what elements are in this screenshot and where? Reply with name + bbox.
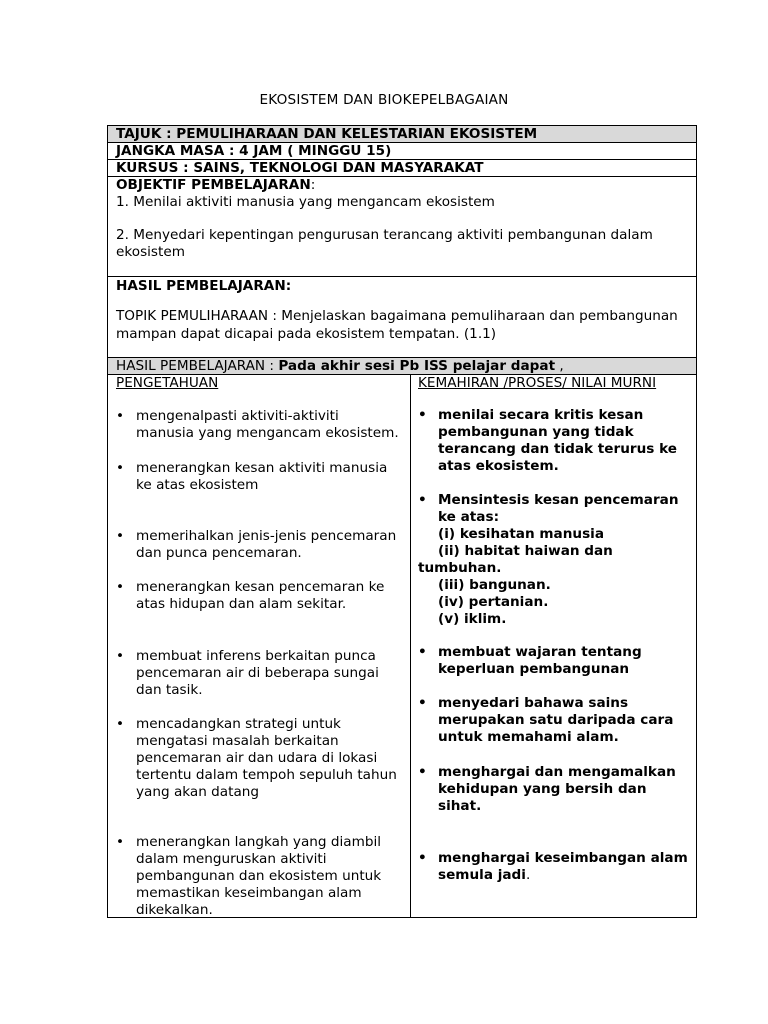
item-line: (iii) bangunan.	[438, 577, 551, 593]
hasil2-bold: Pada akhir sesi Pb ISS pelajar dapat	[278, 358, 556, 374]
bullet-icon: •	[418, 407, 427, 423]
two-column-table	[107, 374, 697, 918]
item-line: mengatasi masalah berkaitan	[136, 733, 339, 749]
bullet-icon: •	[418, 850, 427, 866]
hasil-heading: HASIL PEMBELAJARAN:	[116, 278, 292, 294]
item-line: mencadangkan strategi untuk	[136, 716, 341, 732]
item-line: menghargai keseimbangan alam	[438, 850, 688, 866]
bullet-icon: •	[116, 408, 125, 424]
item-line: atas hidupan dan alam sekitar.	[136, 596, 347, 612]
list-item	[116, 648, 402, 699]
item-line: (ii) habitat haiwan dan	[438, 543, 613, 559]
list-item	[418, 695, 694, 746]
item-line: ke atas:	[438, 509, 499, 525]
row-tajuk: TAJUK : PEMULIHARAAN DAN KELESTARIAN EKOSISTEM	[107, 125, 697, 142]
row-hasil-pembelajaran	[107, 276, 697, 357]
list-item	[116, 460, 402, 494]
item-line: memastikan keseimbangan alam	[136, 885, 362, 901]
list-item	[418, 764, 694, 815]
item-line: (i) kesihatan manusia	[438, 526, 605, 542]
item-line: menilai secara kritis kesan	[438, 407, 644, 423]
list-item	[418, 407, 694, 475]
item-line: Mensintesis kesan pencemaran	[438, 492, 679, 508]
item-line: tumbuhan.	[418, 560, 502, 576]
item-line: pencemaran air di beberapa sungai	[136, 665, 379, 681]
item-line: dan punca pencemaran.	[136, 545, 302, 561]
list-item	[116, 579, 402, 613]
item-line: menerangkan langkah yang diambil	[136, 834, 381, 850]
row-objektif	[107, 176, 697, 276]
bullet-icon: •	[116, 579, 125, 595]
item-line: dan tasik.	[136, 682, 203, 698]
topik-line-a: TOPIK PEMULIHARAAN : Menjelaskan bagaimana pemuliharaan dan pembangunan	[116, 308, 678, 324]
list-item	[418, 492, 694, 628]
bullet-icon: •	[116, 834, 125, 850]
item-line: menerangkan kesan aktiviti manusia	[136, 460, 388, 476]
item-line: menyedari bahawa sains	[438, 695, 629, 711]
item-line: dalam menguruskan aktiviti	[136, 851, 327, 867]
item-line: keperluan pembangunan	[438, 661, 630, 677]
header-pengetahuan: PENGETAHUAN	[116, 375, 219, 391]
item-line: (v) iklim.	[438, 611, 507, 627]
item-line: manusia yang mengancam ekosistem.	[136, 425, 399, 441]
item-line: ke atas ekosistem	[136, 477, 259, 493]
list-item	[116, 834, 402, 919]
item-line: kehidupan yang bersih dan	[438, 781, 647, 797]
item-line: terancang dan tidak terurus ke	[438, 441, 677, 457]
objektif-2b: ekosistem	[116, 244, 185, 260]
item-line: pencemaran air dan udara di lokasi	[136, 750, 378, 766]
item-line: membuat inferens berkaitan punca	[136, 648, 376, 664]
hasil2-suffix: ,	[555, 358, 564, 374]
objektif-colon: :	[310, 177, 316, 193]
list-item	[116, 716, 402, 801]
item-line: tertentu dalam tempoh sepuluh tahun	[136, 767, 397, 783]
item-line: atas ekosistem.	[438, 458, 559, 474]
list-item	[116, 528, 402, 562]
objektif-heading	[116, 177, 696, 194]
item-line: menerangkan kesan pencemaran ke	[136, 579, 385, 595]
row-jangka-masa: JANGKA MASA : 4 JAM ( MINGGU 15)	[107, 142, 697, 159]
item-line: sihat.	[438, 798, 482, 814]
bullet-icon: •	[418, 764, 427, 780]
row-kursus: KURSUS : SAINS, TEKNOLOGI DAN MASYARAKAT	[107, 159, 697, 176]
bullet-icon: •	[418, 644, 427, 660]
item-line: pembangunan yang tidak	[438, 424, 634, 440]
list-item	[418, 644, 694, 678]
item-line: merupakan satu daripada cara	[438, 712, 674, 728]
item-line: yang akan datang	[136, 784, 260, 800]
row-hasil-sesi	[107, 357, 697, 374]
column-divider	[410, 375, 411, 917]
item-line: untuk memahami alam.	[438, 729, 619, 745]
list-item	[116, 408, 402, 442]
item-line: membuat wajaran tentang	[438, 644, 642, 660]
item-line: memerihalkan jenis-jenis pencemaran	[136, 528, 397, 544]
item-line: mengenalpasti aktiviti-aktiviti	[136, 408, 339, 424]
topik-line-b: mampan dapat dicapai pada ekosistem tempatan. (1.1)	[116, 326, 497, 342]
list-item	[418, 850, 694, 884]
item-line: menghargai dan mengamalkan	[438, 764, 676, 780]
objektif-2a: 2. Menyedari kepentingan pengurusan terancang aktiviti pembangunan dalam	[116, 227, 653, 243]
item-line: semula jadi	[438, 867, 526, 883]
objektif-1: 1. Menilai aktiviti manusia yang mengancam ekosistem	[116, 194, 495, 210]
item-dot: .	[525, 867, 531, 883]
header-kemahiran: KEMAHIRAN /PROSES/ NILAI MURNI	[418, 375, 657, 391]
hasil2-prefix: HASIL PEMBELAJARAN :	[116, 358, 279, 374]
item-line: dikekalkan.	[136, 902, 213, 918]
document-title: EKOSISTEM DAN BIOKEPELBAGAIAN	[259, 92, 509, 108]
item-line: pembangunan dan ekosistem untuk	[136, 868, 382, 884]
bullet-icon: •	[116, 528, 125, 544]
bullet-icon: •	[418, 695, 427, 711]
bullet-icon: •	[116, 716, 125, 732]
bullet-icon: •	[418, 492, 427, 508]
objektif-label: OBJEKTIF PEMBELAJARAN	[116, 177, 311, 193]
bullet-icon: •	[116, 648, 125, 664]
bullet-icon: •	[116, 460, 125, 476]
item-line: (iv) pertanian.	[438, 594, 549, 610]
